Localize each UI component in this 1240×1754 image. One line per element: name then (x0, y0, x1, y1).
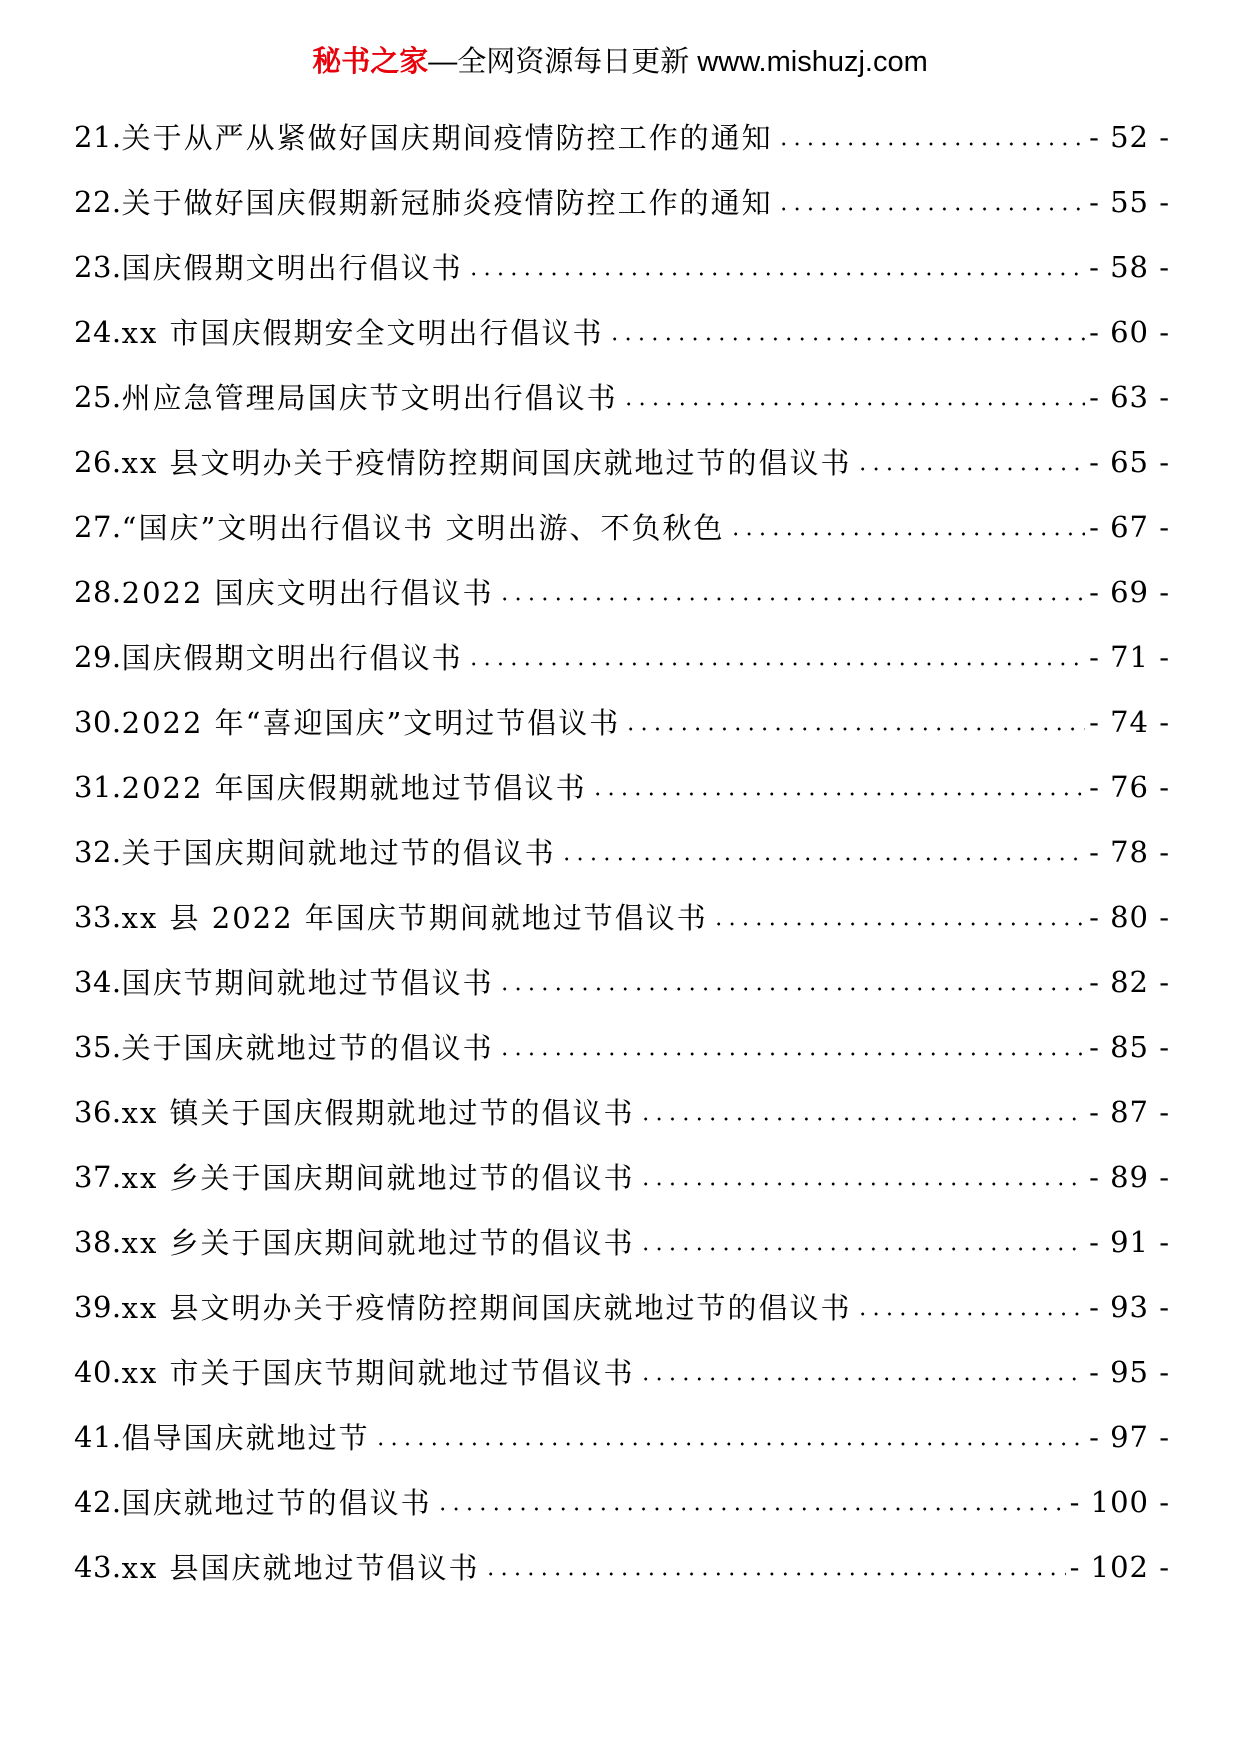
toc-entry[interactable] (74, 494, 1170, 559)
toc-entry-page: - 55 - (1089, 184, 1170, 219)
toc-entry-title: 2022 年国庆假期就地过节倡议书 (121, 771, 587, 805)
toc-dot-leader (498, 1052, 1085, 1056)
toc-entry-page: - 71 - (1089, 639, 1170, 674)
toc-entry-page: - 102 - (1069, 1549, 1170, 1584)
toc-dot-leader (639, 1377, 1086, 1381)
toc-entry-title: 关于国庆就地过节的倡议书 (121, 1031, 494, 1065)
toc-entry-title: xx 县 2022 年国庆节期间就地过节倡议书 (121, 901, 708, 935)
toc-entry-number: 36. (74, 1094, 122, 1129)
toc-entry-number: 35. (74, 1029, 122, 1064)
toc-entry[interactable] (74, 299, 1170, 364)
toc-entry[interactable] (74, 1534, 1170, 1599)
toc-entry-page: - 63 - (1089, 379, 1170, 414)
toc-entry-page: - 52 - (1089, 119, 1170, 154)
toc-entry[interactable] (74, 1339, 1170, 1404)
toc-entry-page: - 60 - (1089, 314, 1170, 349)
toc-entry[interactable] (74, 1469, 1170, 1534)
toc-dot-leader (639, 1247, 1086, 1251)
toc-dot-leader (484, 1572, 1066, 1576)
toc-entry-title: 倡导国庆就地过节 (121, 1421, 370, 1455)
toc-entry-title: 关于从严从紧做好国庆期间疫情防控工作的通知 (121, 121, 773, 155)
toc-entry[interactable] (74, 1404, 1170, 1469)
toc-dot-leader (374, 1442, 1085, 1446)
toc-entry-page: - 91 - (1089, 1224, 1170, 1259)
toc-dot-leader (608, 337, 1086, 341)
toc-entry-title: 关于国庆期间就地过节的倡议书 (121, 836, 556, 870)
toc-dot-leader (639, 1117, 1086, 1121)
toc-entry[interactable] (74, 1014, 1170, 1079)
toc-entry-title: 国庆节期间就地过节倡议书 (121, 966, 494, 1000)
toc-entry-page: - 95 - (1089, 1354, 1170, 1389)
toc-entry-number: 31. (74, 769, 122, 804)
toc-entry-page: - 76 - (1089, 769, 1170, 804)
toc-entry-number: 41. (74, 1419, 122, 1454)
toc-entry[interactable] (74, 1209, 1170, 1274)
toc-entry-number: 26. (74, 444, 122, 479)
toc-entry-number: 33. (74, 899, 122, 934)
toc-dot-leader (856, 467, 1086, 471)
toc-entry-number: 25. (74, 379, 122, 414)
toc-entry-title: 国庆假期文明出行倡议书 (121, 641, 463, 675)
toc-entry-title: 国庆假期文明出行倡议书 (121, 251, 463, 285)
toc-entry[interactable] (74, 234, 1170, 299)
toc-entry-page: - 69 - (1089, 574, 1170, 609)
toc-entry-title: xx 县文明办关于疫情防控期间国庆就地过节的倡议书 (121, 446, 852, 480)
toc-entry-title: xx 乡关于国庆期间就地过节的倡议书 (121, 1161, 635, 1195)
toc-dot-leader (467, 662, 1085, 666)
toc-dot-leader (624, 727, 1085, 731)
toc-entry-number: 38. (74, 1224, 122, 1259)
toc-entry-number: 43. (74, 1549, 122, 1584)
toc-entry-page: - 78 - (1089, 834, 1170, 869)
toc-entry-title: 关于做好国庆假期新冠肺炎疫情防控工作的通知 (121, 186, 773, 220)
toc-entry-page: - 67 - (1089, 509, 1170, 544)
toc-entry-page: - 93 - (1089, 1289, 1170, 1324)
toc-entry-title: 国庆就地过节的倡议书 (121, 1486, 432, 1520)
toc-dot-leader (436, 1507, 1066, 1511)
toc-entry-number: 24. (74, 314, 122, 349)
toc-entry-page: - 87 - (1089, 1094, 1170, 1129)
toc-entry[interactable] (74, 1274, 1170, 1339)
toc-dot-leader (498, 987, 1085, 991)
toc-dot-leader (856, 1312, 1086, 1316)
toc-entry-number: 22. (74, 184, 122, 219)
toc-entry-title: xx 市关于国庆节期间就地过节倡议书 (121, 1356, 635, 1390)
toc-entry-number: 21. (74, 119, 122, 154)
toc-entry[interactable] (74, 429, 1170, 494)
toc-entry-number: 37. (74, 1159, 122, 1194)
toc-dot-leader (639, 1182, 1086, 1186)
toc-entry[interactable] (74, 104, 1170, 169)
toc-entry-title: 2022 年“喜迎国庆”文明过节倡议书 (121, 706, 621, 740)
site-tagline: —全网资源每日更新 www.mishuzj.com (428, 46, 928, 78)
toc-entry[interactable] (74, 1144, 1170, 1209)
toc-dot-leader (712, 922, 1085, 926)
toc-entry-page: - 58 - (1089, 249, 1170, 284)
toc-entry-title: xx 县文明办关于疫情防控期间国庆就地过节的倡议书 (121, 1291, 852, 1325)
toc-dot-leader (467, 272, 1085, 276)
toc-entry-page: - 74 - (1089, 704, 1170, 739)
toc-entry-page: - 82 - (1089, 964, 1170, 999)
toc-entry[interactable] (74, 884, 1170, 949)
toc-entry[interactable] (74, 559, 1170, 624)
toc-entry-page: - 100 - (1069, 1484, 1170, 1519)
toc-entry-number: 34. (74, 964, 122, 999)
table-of-contents (74, 104, 1170, 1599)
toc-entry-page: - 85 - (1089, 1029, 1170, 1064)
toc-entry[interactable] (74, 689, 1170, 754)
toc-entry[interactable] (74, 949, 1170, 1014)
toc-entry-number: 42. (74, 1484, 122, 1519)
toc-entry-number: 27. (74, 509, 122, 544)
toc-dot-leader (622, 402, 1085, 406)
toc-dot-leader (591, 792, 1085, 796)
toc-entry[interactable] (74, 169, 1170, 234)
toc-entry-title: xx 乡关于国庆期间就地过节的倡议书 (121, 1226, 635, 1260)
toc-dot-leader (777, 207, 1085, 211)
toc-dot-leader (777, 142, 1085, 146)
toc-entry-number: 28. (74, 574, 122, 609)
toc-entry-title: 2022 国庆文明出行倡议书 (121, 576, 494, 610)
toc-entry-page: - 65 - (1089, 444, 1170, 479)
toc-entry-number: 23. (74, 249, 122, 284)
toc-entry-title: xx 市国庆假期安全文明出行倡议书 (121, 316, 604, 350)
toc-entry-title: xx 镇关于国庆假期就地过节的倡议书 (121, 1096, 635, 1130)
toc-entry-number: 29. (74, 639, 122, 674)
toc-entry[interactable] (74, 624, 1170, 689)
toc-entry-title: 州应急管理局国庆节文明出行倡议书 (121, 381, 618, 415)
page-header (0, 42, 1240, 82)
toc-dot-leader (729, 532, 1086, 536)
toc-dot-leader (560, 857, 1085, 861)
toc-entry[interactable] (74, 819, 1170, 884)
toc-entry-page: - 80 - (1089, 899, 1170, 934)
toc-dot-leader (498, 597, 1085, 601)
toc-entry-page: - 89 - (1089, 1159, 1170, 1194)
toc-entry-number: 40. (74, 1354, 122, 1389)
toc-entry-page: - 97 - (1089, 1419, 1170, 1454)
toc-entry[interactable] (74, 1079, 1170, 1144)
toc-entry-title: “国庆”文明出行倡议书 文明出游、不负秋色 (121, 511, 725, 545)
toc-entry[interactable] (74, 364, 1170, 429)
toc-entry-number: 39. (74, 1289, 122, 1324)
toc-entry-number: 32. (74, 834, 122, 869)
toc-entry-number: 30. (74, 704, 122, 739)
site-brand: 秘书之家 (312, 46, 429, 78)
toc-entry[interactable] (74, 754, 1170, 819)
toc-entry-title: xx 县国庆就地过节倡议书 (121, 1551, 480, 1585)
